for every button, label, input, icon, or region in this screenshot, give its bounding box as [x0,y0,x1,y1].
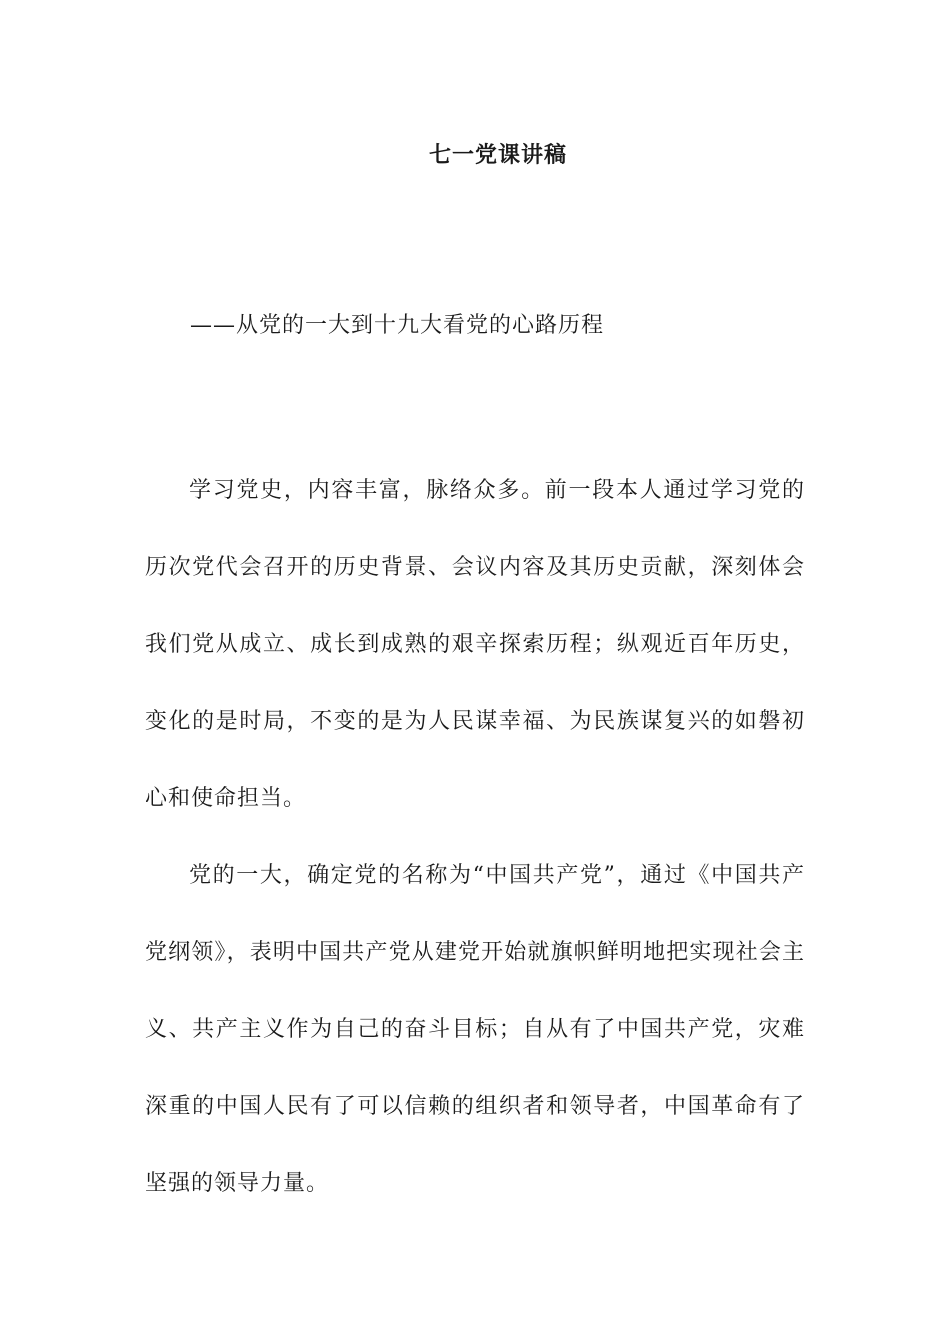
document-title: 七一党课讲稿 [428,142,567,168]
paragraph-2: 党的一大，确定党的名称为“中国共产党”，通过《中国共产党纲领》，表明中国共产党从建党开始就旗帜鲜明地把实现社会主义、共产主义作为自己的奋斗目标；自从有了中国共产党，灾难深重的中国人民有了可以信赖的组织者和领导者，中国革命有了坚强的领导力量。 [145,863,805,1196]
paragraph-1: 学习党史，内容丰富，脉络众多。前一段本人通过学习党的历次党代会召开的历史背景、会议内容及其历史贡献，深刻体会我们党从成立、成长到成熟的艰辛探索历程；纵观近百年历史，变化的是时局，不变的是为人民谋幸福、为民族谋复兴的如磐初心和使命担当。 [145,478,805,811]
document-subtitle: ——从党的一大到十九大看党的心路历程 [190,313,605,338]
